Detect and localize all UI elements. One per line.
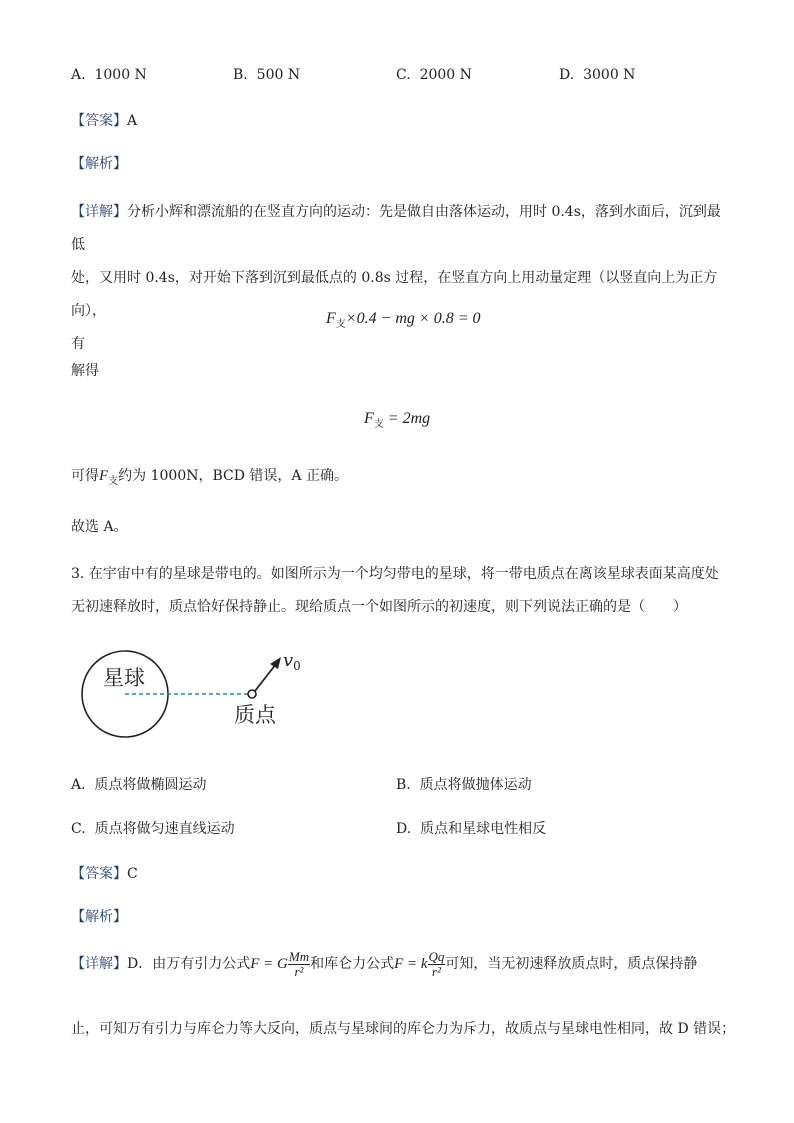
q3-option-d: D. 质点和星球电性相反 (396, 821, 547, 837)
q3-detail-line-1: 【详解】D．由万有引力公式F = G $\frac{Mm}{\text{r²}}$ 和库仑力公式F = k $\frac{Qq}{\text{r²}}$ 可知，当无初速释放质点时，质点保持静 (71, 949, 698, 980)
q2-answer: 【答案】A (71, 113, 138, 129)
coulomb-formula: F = k $\frac{Qq}{\text{r²}}$ (394, 949, 445, 980)
q3-option-a: A. 质点将做椭圆运动 (71, 777, 207, 793)
q3-analysis-heading: 【解析】 (71, 909, 127, 925)
q2-option-b: B. 500 N (233, 67, 301, 83)
q3-option-b: B. 质点将做抛体运动 (396, 777, 532, 793)
q2-detail-line-1: 【详解】分析小辉和漂流船的在竖直方向的运动：先是做自由落体运动，用时 0.4s，落到水面后，沉到最低 (71, 204, 721, 253)
particle-label: 质点 (234, 703, 276, 727)
q2-equation-2: $F_支 = 2mg$ (364, 410, 431, 430)
q2-option-d: D. 3000 N (559, 67, 636, 83)
q3-stem-line-1: 3. 在宇宙中有的星球是带电的。如图所示为一个均匀带电的星球，将一带电质点在离该星球表面某高度处 (71, 566, 719, 582)
q2-detail-line-2: 处，又用时 0.4s，对开始下落到沉到最低点的 0.8s 过程，在竖直方向上用动量定理（以竖直向上为正方向）， (71, 270, 718, 319)
q2-equation-1: $F_支\times 0.4$ − mg × 0.8 = 0 (326, 310, 481, 330)
q2-option-c: C. 2000 N (396, 67, 472, 83)
planet-label: 星球 (103, 666, 145, 690)
q2-detail (71, 196, 726, 361)
velocity-label: $v_0$ (283, 650, 301, 673)
q2-solve-label: 解得 (71, 363, 99, 379)
velocity-arrow (255, 664, 276, 691)
q3-answer: 【答案】C (71, 866, 138, 882)
q2-conclusion: 可得$F_支$约为 1000N，BCD 错误，A 正确。 (71, 468, 348, 487)
q3-stem (71, 558, 726, 624)
q2-analysis-heading: 【解析】 (71, 156, 127, 172)
q3-detail-line-2: 止，可知万有引力与库仑力等大反向，质点与星球间的库仑力为斥力，故质点与星球电性相同，故 D 错误； (71, 1021, 736, 1037)
particle-dot (248, 690, 256, 698)
q2-detail-line-3: 有 (71, 336, 85, 352)
gravitation-formula: F = G $\frac{Mm}{\text{r²}}$ (250, 949, 310, 980)
q3-option-c: C. 质点将做匀速直线运动 (71, 821, 235, 837)
q2-choice: 故选 A。 (71, 519, 128, 535)
q2-option-a: A. 1000 N (71, 67, 147, 83)
q3-figure (70, 640, 310, 750)
q3-stem-line-2: 无初速释放时，质点恰好保持静止。现给质点一个如图所示的初速度，则下列说法正确的是（ ） (71, 599, 687, 615)
velocity-arrowhead (270, 657, 281, 669)
